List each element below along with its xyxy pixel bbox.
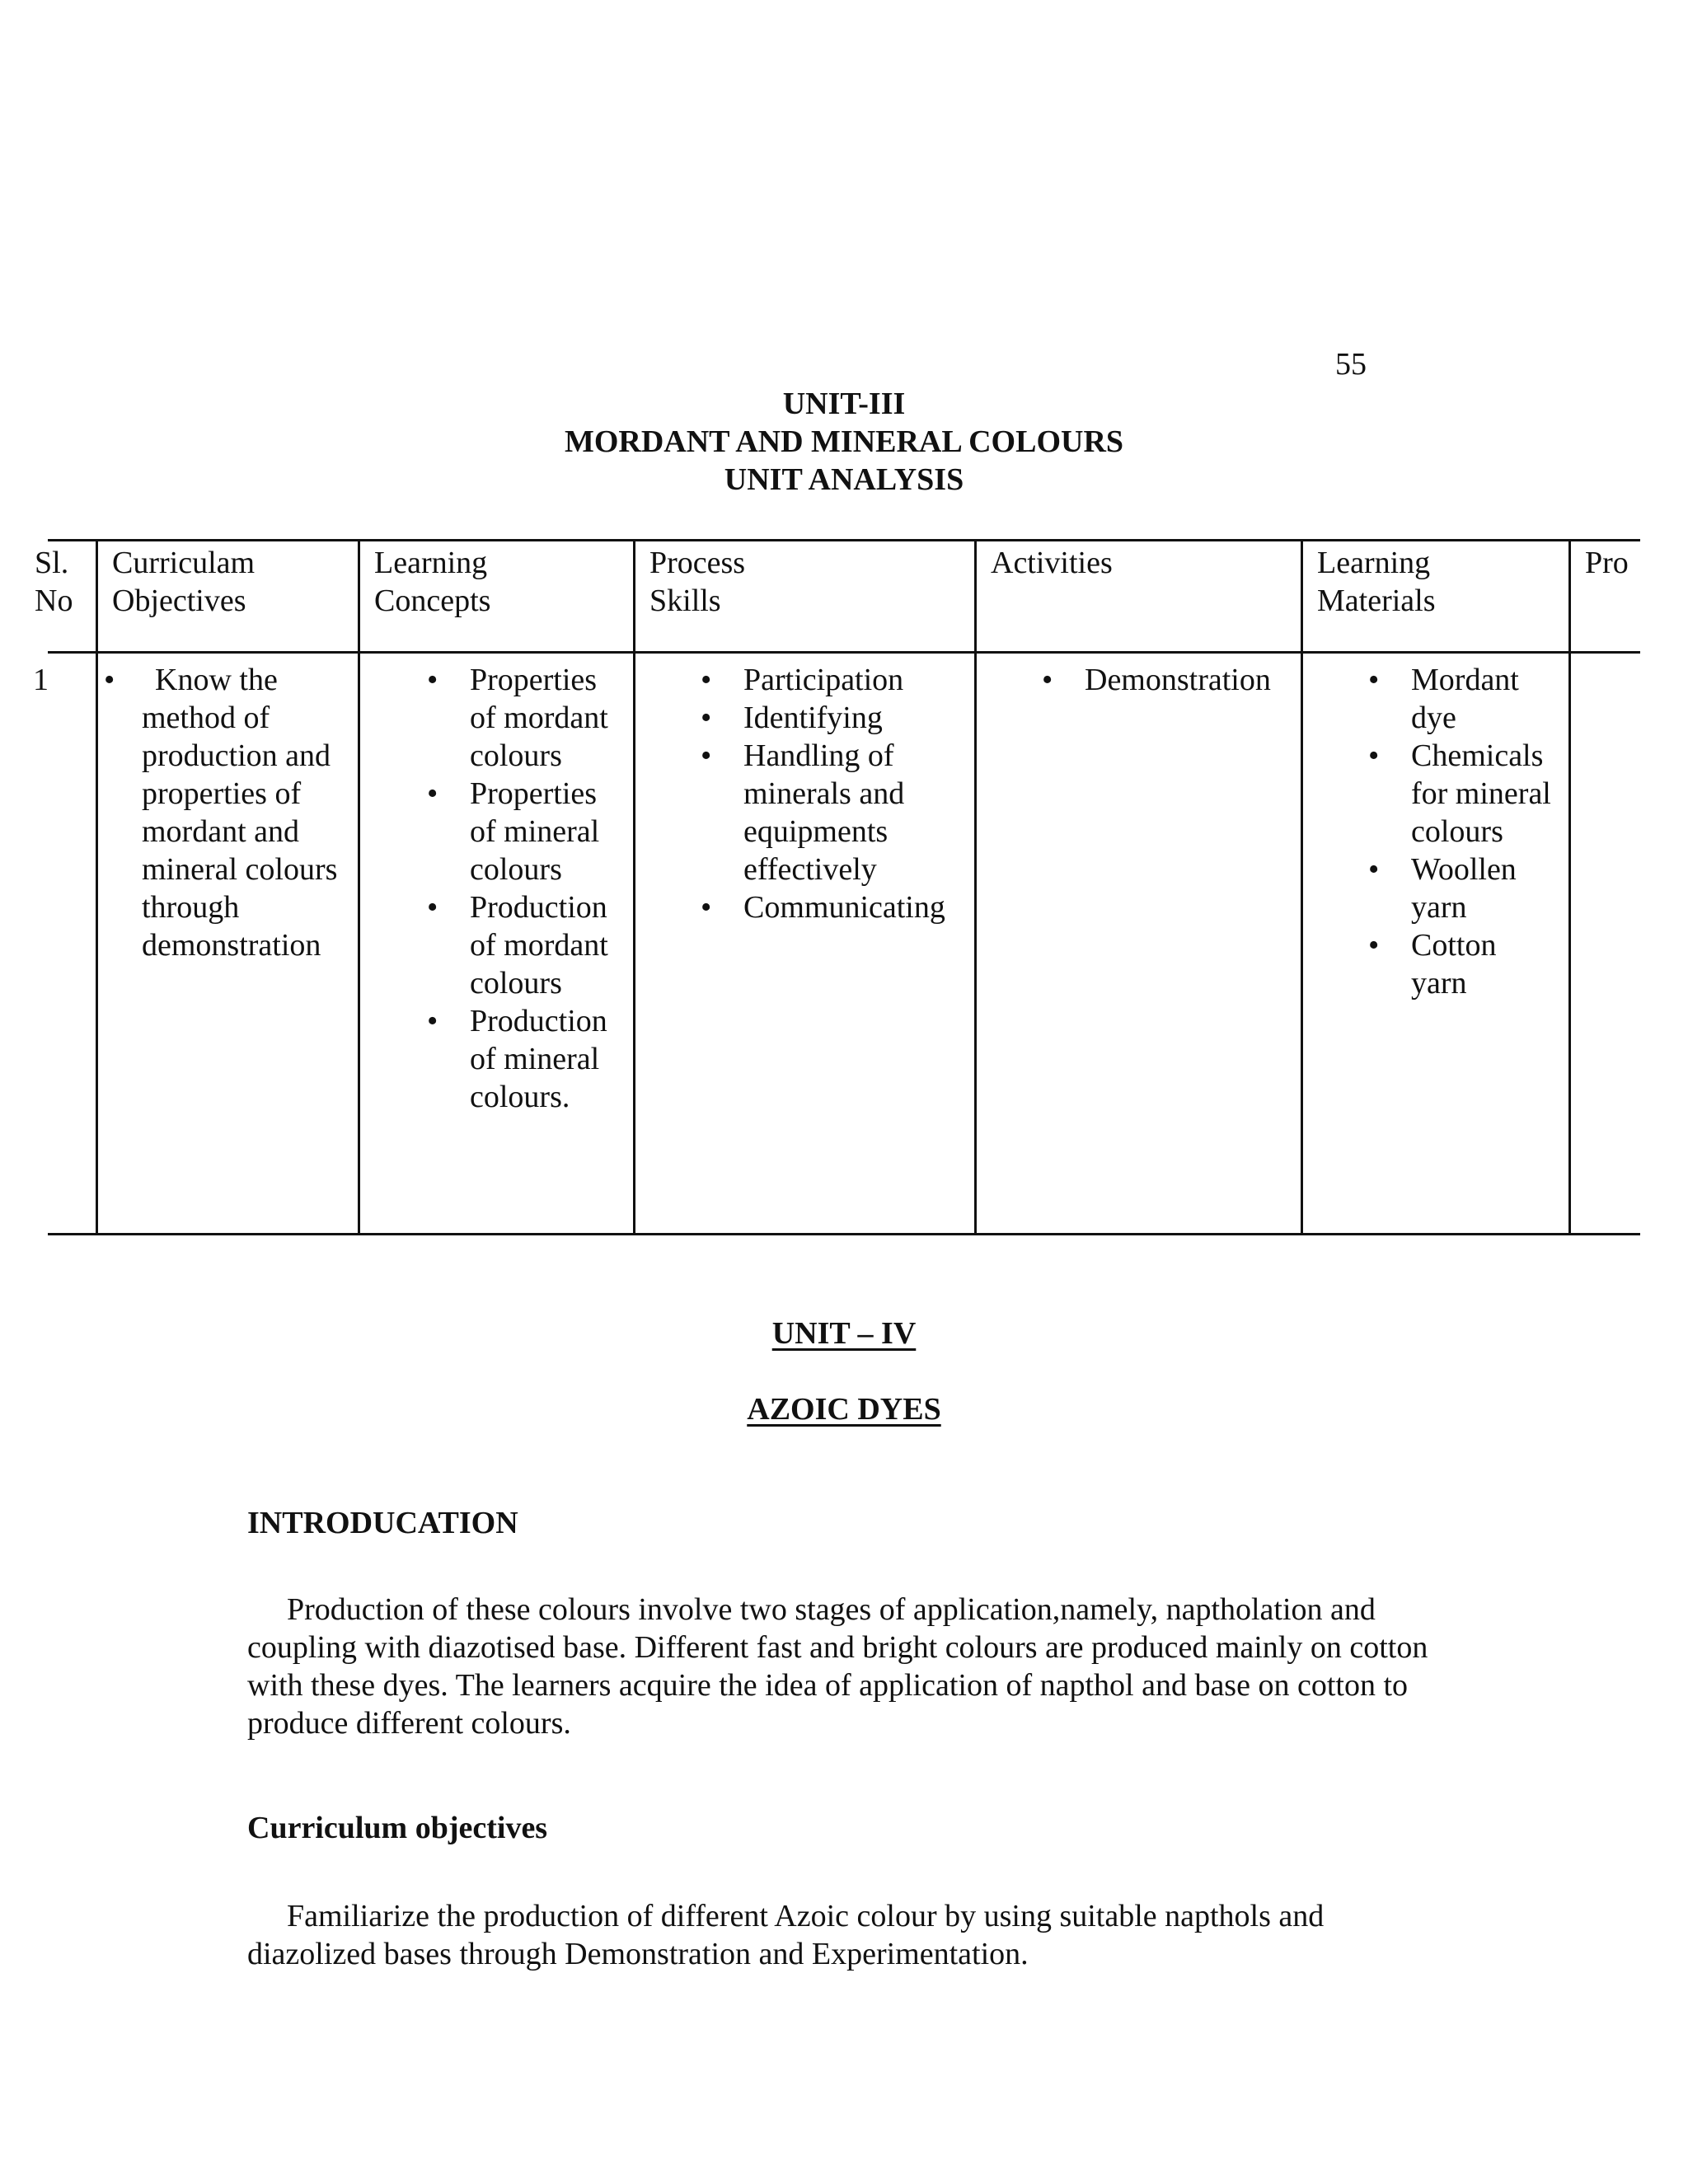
table-header-rule	[48, 651, 1640, 654]
row-sl-no: 1	[33, 663, 49, 697]
unit4-label: UNIT – IV	[771, 1316, 917, 1351]
table-top-rule	[48, 539, 1640, 541]
list-item: • Demonstration	[1037, 661, 1301, 699]
unit4-title: AZOIC DYES	[747, 1392, 941, 1427]
row-materials	[1363, 661, 1568, 1002]
list-item: • Production of mineral colours.	[422, 1002, 618, 1116]
bullet: •	[104, 663, 115, 697]
col-divider	[633, 539, 635, 1235]
list-item: • Chemicals for mineral colours	[1363, 737, 1551, 851]
col-divider	[1301, 539, 1303, 1235]
list-item: • Handling of minerals and equipments effectively	[696, 737, 933, 888]
list-item: • Participation	[696, 661, 968, 699]
col-divider	[358, 539, 360, 1235]
row-activities	[1037, 661, 1301, 699]
header-objectives: Curriculam Objectives	[112, 546, 256, 618]
header-skills: Process Skills	[649, 546, 746, 618]
objectives-paragraph: Familiarize the production of different Azoic colour by using suitable napthols and diazolized bases through Demonstration and Experimentation.	[247, 1899, 1325, 1971]
row-objective	[104, 661, 351, 964]
col-divider	[974, 539, 977, 1235]
row-concepts	[422, 661, 628, 1116]
header-materials: Learning Materials	[1317, 546, 1436, 618]
list-item: • Mordant dye	[1363, 661, 1551, 737]
col-divider	[1568, 539, 1571, 1235]
introduction-paragraph: Production of these colours involve two stages of application,namely, naptholation and coupling with diazotised base. Different fast and bright colours are produced mainly on cotton with these dyes. The learners acquire the idea of application of napthol and base on cotton to produce different colours.	[247, 1592, 1428, 1741]
unit-title: MORDANT AND MINERAL COLOURS	[564, 424, 1124, 459]
col-divider	[96, 539, 98, 1235]
list-item: • Cotton yarn	[1363, 926, 1551, 1002]
introduction-heading: INTRODUCATION	[247, 1506, 518, 1540]
header-activities: Activities	[991, 546, 1113, 580]
list-item: • Production of mordant colours	[422, 888, 618, 1002]
list-item: • Identifying	[696, 699, 968, 737]
row-skills	[696, 661, 968, 926]
header-process: Pro	[1585, 546, 1629, 580]
objectives-heading: Curriculum objectives	[247, 1811, 548, 1845]
unit-label: UNIT-III	[782, 387, 906, 421]
table-bottom-rule	[48, 1233, 1640, 1235]
list-item: • Properties of mineral colours	[422, 775, 618, 888]
page-number: 55	[1335, 347, 1367, 382]
list-item: • Properties of mordant colours	[422, 661, 618, 775]
header-sl-no: Sl. No	[35, 546, 73, 618]
list-item: • Communicating	[696, 888, 968, 926]
unit-subtitle: UNIT ANALYSIS	[724, 462, 964, 497]
objective-text: Know the method of production and properties of mordant and mineral colours through demonstration	[142, 663, 338, 963]
header-concepts: Learning Concepts	[374, 546, 491, 618]
unit-analysis-table	[0, 539, 1640, 1244]
list-item: • Woollen yarn	[1363, 851, 1551, 926]
